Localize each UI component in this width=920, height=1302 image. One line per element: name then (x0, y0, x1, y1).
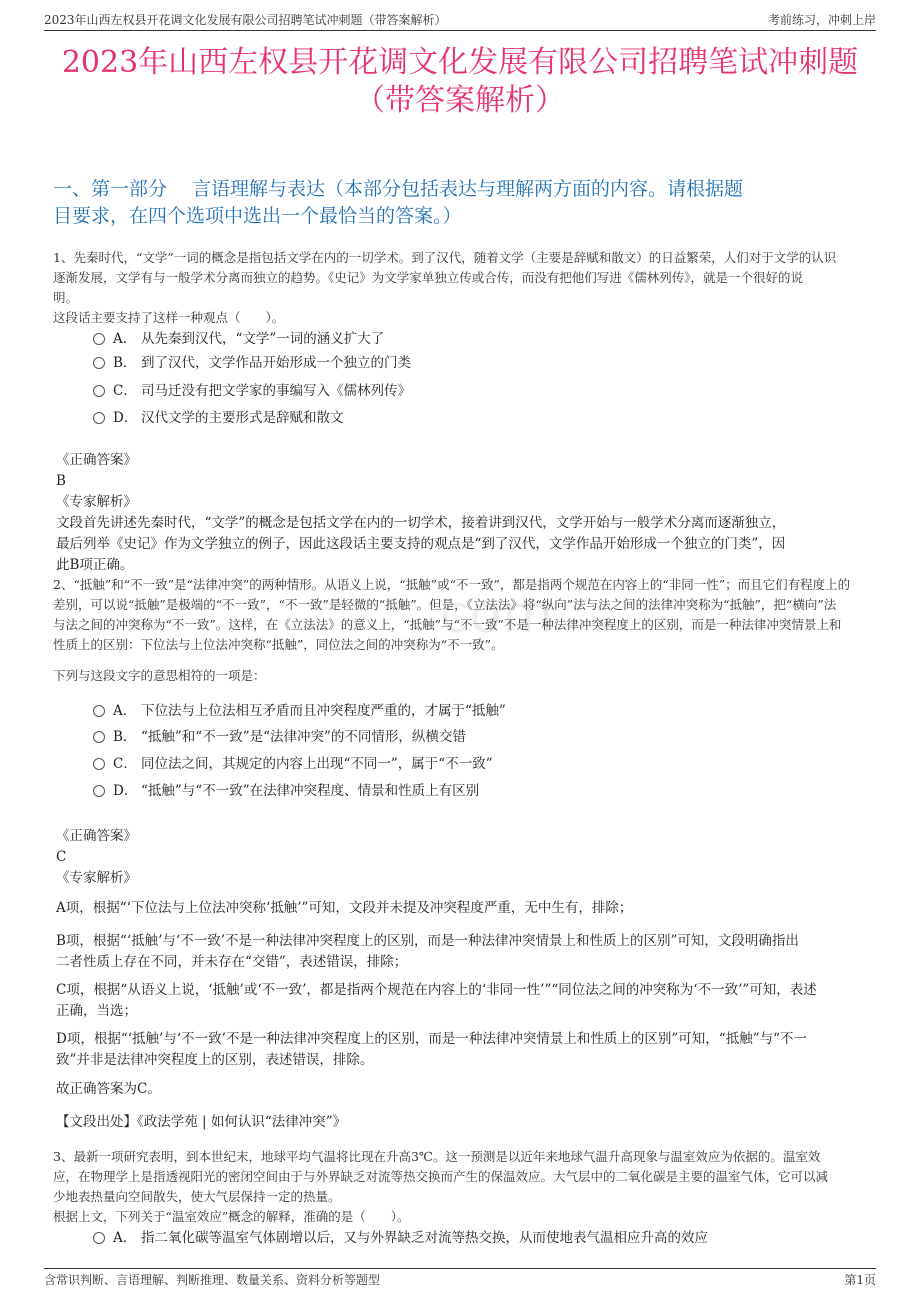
radio-icon[interactable] (93, 357, 105, 369)
section-line-1: 一、第一部分 言语理解与表达（本部分包括表达与理解两方面的内容。请根据题 (53, 178, 744, 200)
radio-icon[interactable] (93, 705, 105, 717)
q2-analysis-a: A项，根据“‘下位法与上位法冲突称‘抵触’”可知，文段并未提及冲突程度严重，无中生有，排除； (56, 900, 633, 916)
q2-analysis-b: B项，根据“‘抵触’与‘不一致’不是一种法律冲突程度上的区别，而是一种法律冲突情景上和性质上的区别”可知，文段明确指出 二者性质上存在不同，并未存在“交错”，表述错误，排除； (56, 933, 799, 970)
header-title: 2023年山西左权县开花调文化发展有限公司招聘笔试冲刺题（带答案解析） (44, 13, 447, 27)
radio-icon[interactable] (93, 333, 105, 345)
q2-analysis-d: D项，根据“‘抵触’与‘不一致’不是一种法律冲突程度上的区别，而是一种法律冲突情景上和性质上的区别”可知，“抵触”与“不一 致”并非是法律冲突程度上的区别，表述错误，排除。 (56, 1031, 807, 1068)
page-header (44, 10, 876, 31)
radio-icon[interactable] (93, 385, 105, 397)
q1-option-a[interactable]: A． 从先秦到汉代，“文学”一词的涵义扩大了 (93, 328, 860, 352)
q2-option-a[interactable]: A． 下位法与上位法相互矛盾而且冲突程度严重的，才属于“抵触” (93, 700, 860, 724)
page-footer (44, 1268, 876, 1291)
watermark: com (440, 585, 555, 645)
q2-option-c[interactable]: C． 同位法之间，其规定的内容上出现“不同一”，属于“不一致” (93, 753, 860, 777)
answer-value: B (56, 473, 66, 489)
answer-label: 《正确答案》 (56, 452, 137, 468)
q1-option-c[interactable]: C． 司马迁没有把文学家的事编写入《儒林列传》 (93, 380, 860, 404)
footer-note: 含常识判断、言语理解、判断推理、数量关系、资料分析等题型 (44, 1273, 381, 1287)
q2-ask: 下列与这段文字的意思相符的一项是： (53, 668, 266, 683)
q1-option-d[interactable]: D． 汉代文学的主要形式是辞赋和散文 (93, 407, 860, 431)
q3-ask: 根据上文，下列关于“温室效应”概念的解释，准确的是（ ）。 (53, 1209, 410, 1224)
q2-analysis-c: C项，根据“从语义上说，‘抵触’或‘不一致’，都是指两个规范在内容上的‘非同一性’”“同位法之间的冲突称为‘不一致’”可知，表述 正确，当选； (56, 982, 817, 1019)
answer-value: C (56, 849, 67, 865)
radio-icon[interactable] (93, 758, 105, 770)
q1-stem: 1、先秦时代，“文学”一词的概念是指包括文学在内的一切学术。到了汉代，随着文学（主要是辞赋和散文）的日益繁荣，人们对于文学的认识 逐渐发展，文学有与一般学术分离而独立的趋势。《史记》为文学家单独立传或合传，而没有把他们写进《儒林列传》，就是一个很好的说 明。 这段话主要支持了这样一种观点（ ）。 (53, 248, 872, 328)
q3-option-a[interactable]: A． 指二氧化碳等温室气体剧增以后，又与外界缺乏对流等热交换，从而使地表气温相应升高的效应 (93, 1227, 860, 1251)
header-slogan: 考前练习，冲刺上岸 (767, 13, 876, 27)
section-heading (53, 176, 880, 230)
q2-conclusion: 故正确答案为C。 (56, 1081, 161, 1097)
q1-answer-block: 《正确答案》 B 《专家解析》 文段首先讲述先秦时代，“文学”的概念是包括文学在内的一切学术，接着讲到汉代，文学开始与一般学术分离而逐渐独立， 最后列举《史记》作为文学独立的例子，因此这段话主要支持的观点是“到了汉代，文学作品开始形成一个独立的门类”，因 此B项正确。 (56, 450, 874, 576)
section-line-2: 目要求，在四个选项中选出一个最恰当的答案。） (53, 205, 462, 227)
q1-ask: 这段话主要支持了这样一种观点（ ）。 (53, 310, 285, 325)
analysis-label: 《专家解析》 (56, 870, 137, 886)
analysis-label: 《专家解析》 (56, 494, 137, 510)
title-line-1: 2023年山西左权县开花调文化发展有限公司招聘笔试冲刺题 (61, 45, 859, 80)
radio-icon[interactable] (93, 731, 105, 743)
q3-stem: 3、最新一项研究表明，到本世纪末，地球平均气温将比现在升高3℃。这一预测是以近年来地球气温升高现象与温室效应为依据的。温室效 应，在物理学上是指透视阳光的密闭空间由于与外界缺乏对流等热交换而产生的保温效应。大气层中的二氧化碳是主要的温室气体，它可以减 少地表热量向空间散失，使大气层保持一定的热量。 根据上文，下列关于“温室效应”概念的解释，准确的是（ ）。 (53, 1147, 872, 1227)
radio-icon[interactable] (93, 785, 105, 797)
radio-icon[interactable] (93, 1232, 105, 1244)
answer-label: 《正确答案》 (56, 828, 137, 844)
page-number: 第1页 (844, 1273, 876, 1287)
q2-option-d[interactable]: D． “抵触”与“不一致”在法律冲突程度、情景和性质上有区别 (93, 780, 860, 804)
title-line-2: （带答案解析） (355, 83, 565, 118)
q2-source: 【文段出处】《政法学苑 | 如何认识“法律冲突”》 (56, 1114, 347, 1130)
radio-icon[interactable] (93, 412, 105, 424)
document-title (40, 44, 880, 120)
q1-option-b[interactable]: B． 到了汉代，文学作品开始形成一个独立的门类 (93, 352, 860, 376)
q2-answer-block (56, 826, 874, 889)
q2-option-b[interactable]: B． “抵触”和“不一致”是“法律冲突”的不同情形，纵横交错 (93, 726, 860, 750)
q2-stem: 2、“抵触”和“不一致”是“法律冲突”的两种情形。从语义上说，“抵触”或“不一致”，都是指两个规范在内容上的“非同一性”；而且它们有程度上的 差别，可以说“抵触”是极端的“不一致”，“不一致”是轻微的“抵触”。但是，《立法法》将“纵向”法与法之间的法律冲突称为“抵触”，把“横向”法 与法之间的冲突称为“不一致”。这样，在《立法法》的意义上，“抵触”与“不一致”不是一种法律冲突程度上的区别，而是一种法律冲突情景上和 性质上的区别：下位法与上位法冲突称“抵触”，同位法之间的冲突称为“不一致”。 (53, 577, 851, 652)
